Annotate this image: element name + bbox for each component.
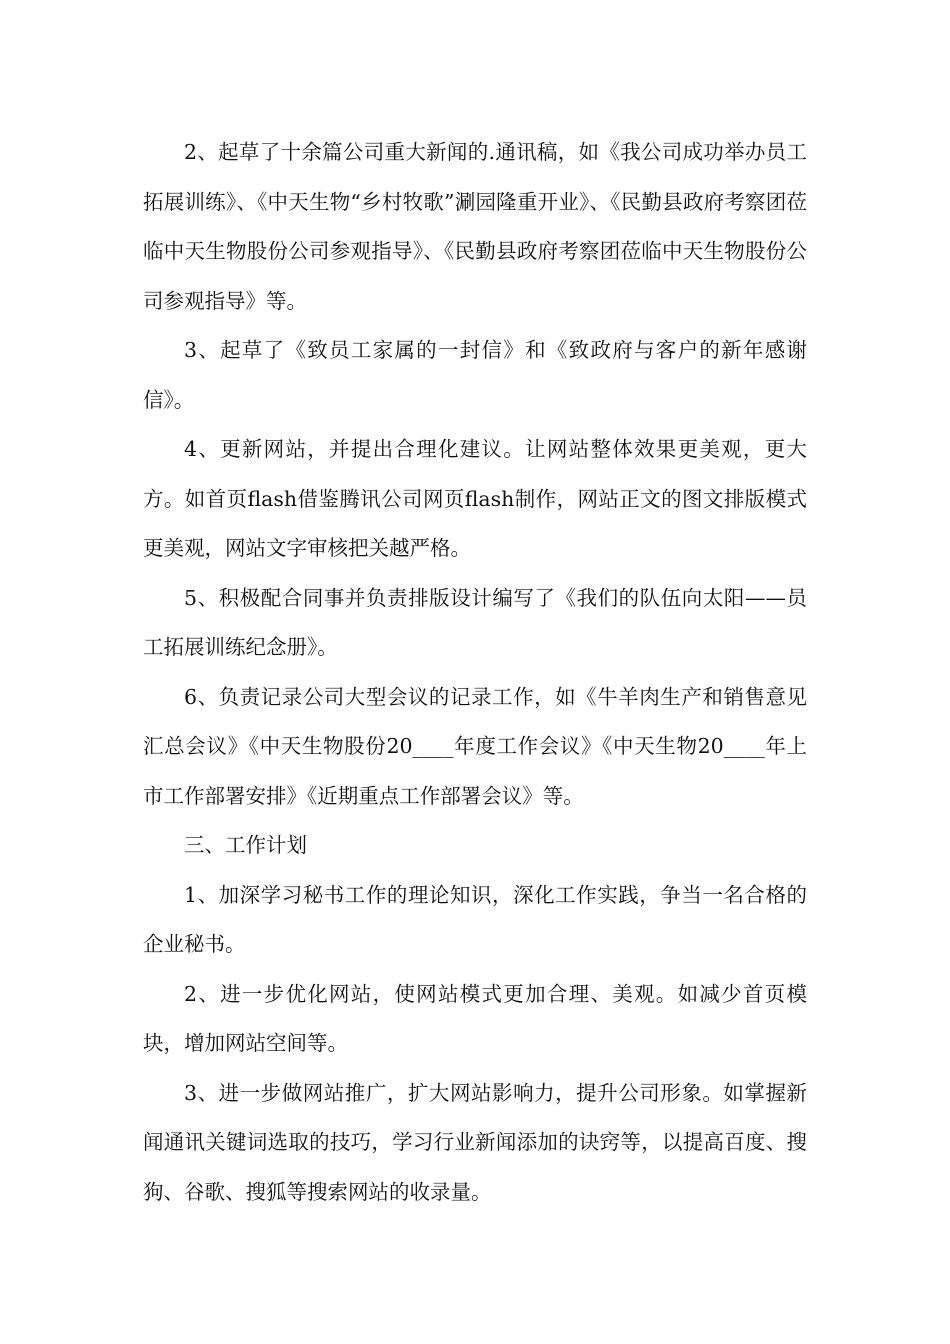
section-heading-work-plan: 三、工作计划 — [184, 833, 307, 857]
paragraph-item-6-meeting-records: 6、负责记录公司大型会议的记录工作，如《牛羊肉生产和销售意见汇总会议》《中天生物股份20____年度工作会议》《中天生物20____年上市工作部署安排》《近期重点工作部署会议》等。 — [143, 684, 807, 808]
paragraph-item-3-drafted-letters: 3、起草了《致员工家属的一封信》和《致政府与客户的新年感谢信》。 — [143, 338, 807, 412]
paragraph-item-2-drafted-news: 2、起草了十余篇公司重大新闻的.通讯稿，如《我公司成功举办员工拓展训练》、《中天生物“乡村牧歌”涮园隆重开业》、《民勤县政府考察团莅临中天生物股份公司参观指导》、《民勤县政府考察团莅临中天生物股份公司参观指导》等。 — [143, 140, 807, 313]
document-body — [143, 128, 807, 1217]
paragraph-plan-2-optimize-website: 2、进一步优化网站，使网站模式更加合理、美观。如减少首页模块，增加网站空间等。 — [143, 981, 807, 1055]
paragraph-item-4-website-update: 4、更新网站，并提出合理化建议。让网站整体效果更美观，更大方。如首页flash借鉴腾讯公司网页flash制作，网站正文的图文排版模式更美观，网站文字审核把关越严格。 — [143, 437, 807, 560]
paragraph-plan-3-promote-website: 3、进一步做网站推广，扩大网站影响力，提升公司形象。如掌握新闻通讯关键词选取的技巧，学习行业新闻添加的诀窍等，以提高百度、搜狗、谷歌、搜狐等搜索网站的收录量。 — [143, 1080, 807, 1204]
paragraph-plan-1-study: 1、加深学习秘书工作的理论知识，深化工作实践，争当一名合格的企业秘书。 — [143, 882, 807, 956]
paragraph-item-5-commemorative-album: 5、积极配合同事并负责排版设计编写了《我们的队伍向太阳——员工拓展训练纪念册》。 — [143, 585, 807, 659]
